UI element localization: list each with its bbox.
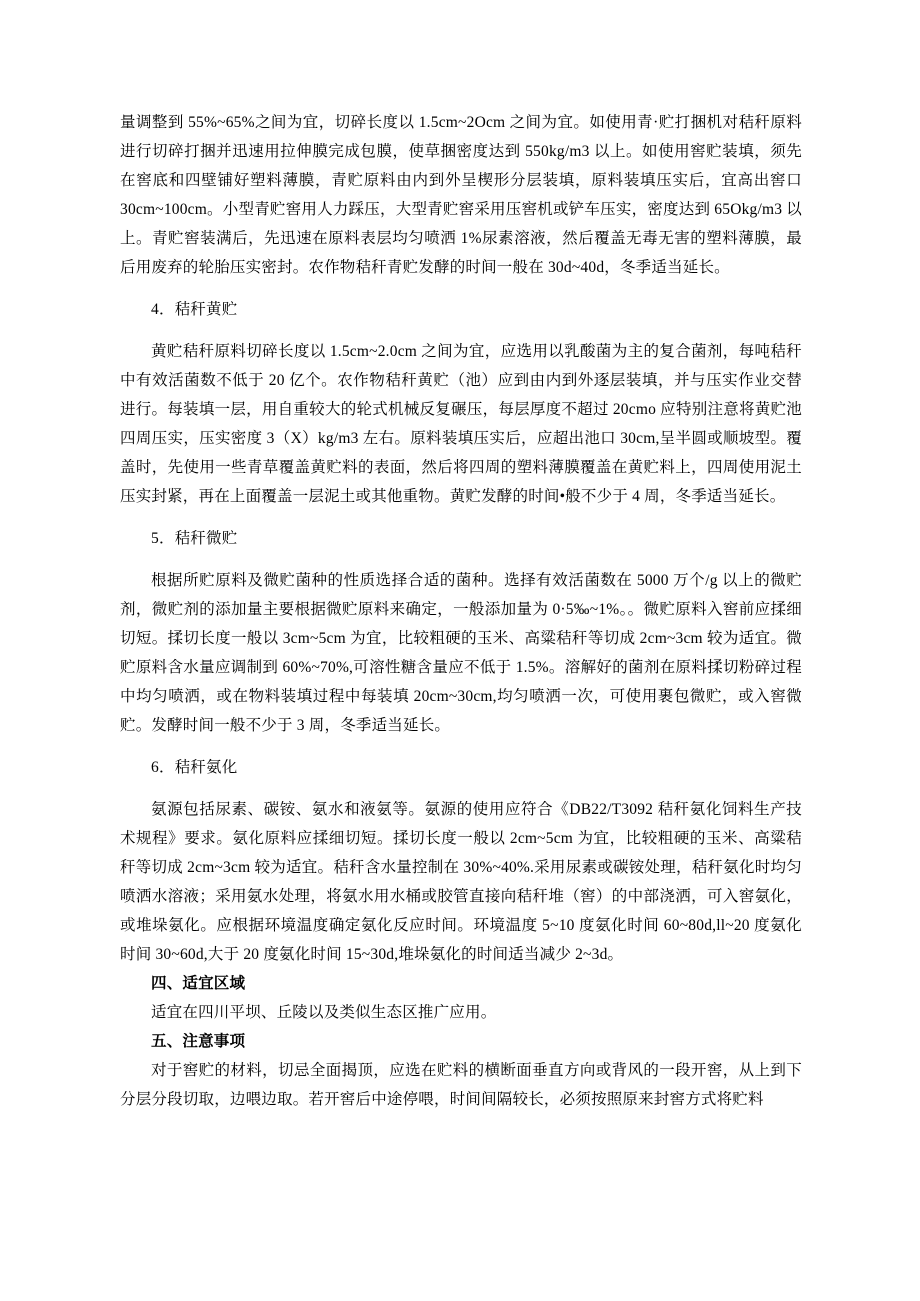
heading-section-5-straw-weizhu: 5．秸秆微贮 bbox=[151, 530, 238, 547]
heading-section-4-straw-huangzhu: 4．秸秆黄贮 bbox=[151, 301, 238, 318]
paragraph-weizhu-body: 根据所贮原料及微贮菌种的性质选择合适的菌种。选择有效活菌数在 5000 万个/g 以上的微贮剂，微贮剂的添加量主要根据微贮原料来确定，一般添加量为 0·5‰~1%。。微贮原料入窖前应揉细切短。揉切长度一般以 3cm~5cm 为宜，比较粗硬的玉米、高粱秸秆等切成 2cm~3cm 较为适宜。微贮原料含水量应调制到 60%~70%,可溶性糖含量应不低于 1.5%。溶解好的菌剂在原料揉切粉碎过程中均匀喷洒，或在物料装填过程中每装填 20cm~30cm,均匀喷洒一次，可使用裹包微贮，或入窖微贮。发酵时间一般不少于 3 周，冬季适当延长。 bbox=[120, 572, 802, 734]
paragraph-suitable-regions-body: 适宜在四川平坝、丘陵以及类似生态区推广应用。 bbox=[151, 1004, 497, 1021]
heading-section-6-straw-anhua: 6．秸秆氨化 bbox=[151, 759, 238, 776]
paragraph-precautions-body: 对于窖贮的材料，切忌全面揭顶，应选在贮料的横断面垂直方向或背风的一段开窖，从上到下分层分段切取，边喂边取。若开窖后中途停喂，时间间隔较长，必须按照原来封窖方式将贮料 bbox=[120, 1062, 802, 1108]
document-text-area bbox=[120, 108, 802, 1114]
paragraph-silage-continued: 量调整到 55%~65%之间为宜，切碎长度以 1.5cm~2Ocm 之间为宜。如使用青·贮打捆机对秸秆原料进行切碎打捆并迅速用拉伸膜完成包膜，使草捆密度达到 550kg/m3 以上。如使用窖贮装填，须先在窖底和四壁铺好塑料薄膜，青贮原料由内到外呈楔形分层装填，原料装填压实后，宜高出窖口 30cm~100cm。小型青贮窖用人力踩压，大型青贮窖采用压窖机或铲车压实，密度达到 65Okg/m3 以上。青贮窖装满后，先迅速在原料表层均匀喷洒 1%尿素溶液，然后覆盖无毒无害的塑料薄膜，最后用废弃的轮胎压实密封。农作物秸秆青贮发酵的时间一般在 30d~40d，冬季适当延长。 bbox=[120, 114, 802, 276]
heading-section-precautions: 五、注意事项 bbox=[151, 1033, 246, 1050]
paragraph-anhua-body: 氨源包括尿素、碳铵、氨水和液氨等。氨源的使用应符合《DB22/T3092 秸秆氨化饲料生产技术规程》要求。氨化原料应揉细切短。揉切长度一般以 2cm~5cm 为宜，比较粗硬的玉米、高粱秸秆等切成 2cm~3cm 较为适宜。秸秆含水量控制在 30%~40%.采用尿素或碳铵处理，秸秆氨化时均匀喷洒水溶液；采用氨水处理，将氨水用水桶或胶管直接向秸秆堆（窖）的中部浇洒，可入窖氨化，或堆垛氨化。应根据环境温度确定氨化反应时间。环境温度 5~10 度氨化时间 60~80d,ll~20 度氨化时间 30~60d,大于 20 度氨化时间 15~30d,堆垛氨化的时间适当减少 2~3d。 bbox=[120, 801, 802, 963]
paragraph-huangzhu-body: 黄贮秸秆原料切碎长度以 1.5cm~2.0cm 之间为宜，应选用以乳酸菌为主的复合菌剂，每吨秸秆中有效活菌数不低于 20 亿个。农作物秸秆黄贮（池）应到由内到外逐层装填，并与压实作业交替进行。每装填一层，用自重较大的轮式机械反复碾压，每层厚度不超过 20cmo 应特别注意将黄贮池四周压实，压实密度 3（X）kg/m3 左右。原料装填压实后，应超出池口 30cm,呈半圆或顺坡型。覆盖时，先使用一些青草覆盖黄贮料的表面，然后将四周的塑料薄膜覆盖在黄贮料上，四周使用泥土压实封紧，再在上面覆盖一层泥土或其他重物。黄贮发酵的时间•般不少于 4 周，冬季适当延长。 bbox=[120, 343, 802, 505]
heading-section-suitable-regions: 四、适宜区域 bbox=[151, 975, 246, 992]
